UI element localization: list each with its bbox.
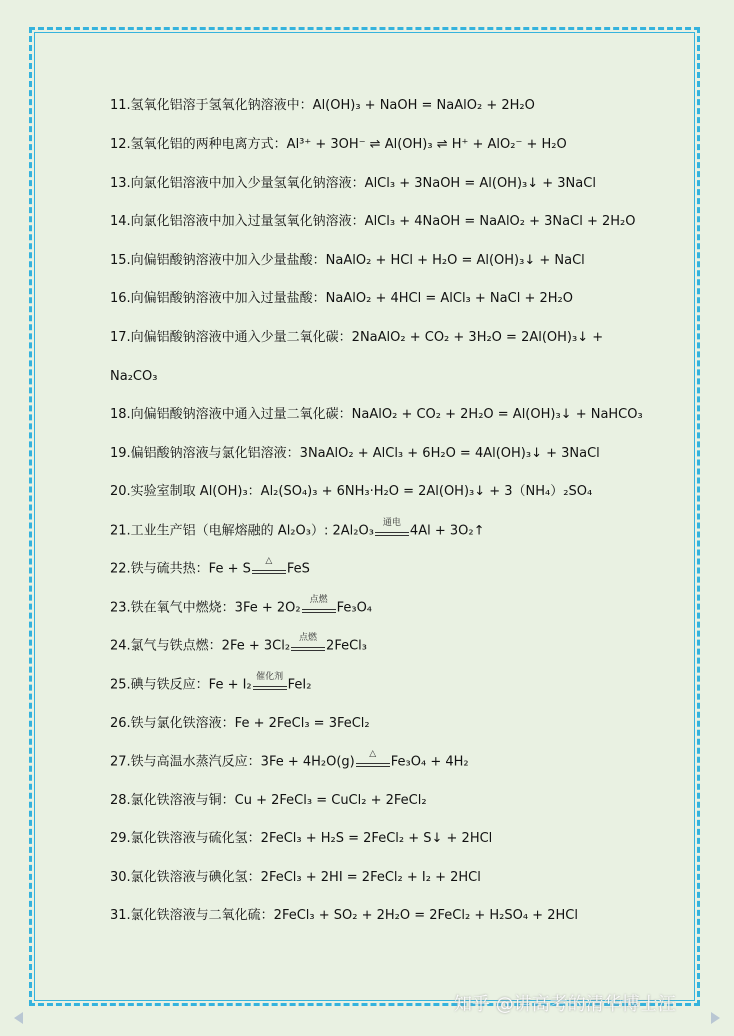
- equation-line-31: 31.氯化铁溶液与二氧化硫：2FeCl₃ + SO₂ + 2H₂O = 2FeCl₂ + H₂SO₄ + 2HCl: [110, 908, 578, 923]
- equation-line-27: [110, 749, 469, 772]
- equation-22-left: 22.铁与硫共热：Fe + S: [110, 561, 251, 577]
- equation-27-right: Fe₃O₄ + 4H₂: [390, 754, 469, 770]
- equation-23-right: Fe₃O₄: [336, 600, 373, 616]
- equation-line-12: [110, 136, 567, 154]
- equation-line-11: 11.氢氧化铝溶于氢氧化钠溶液中：Al(OH)₃ + NaOH = NaAlO₂ + 2H₂O: [110, 98, 535, 113]
- watermark-text: 知乎 @讲高考的清华博士汪: [454, 994, 676, 1015]
- equation-line-19: 19.偏铝酸钠溶液与氯化铝溶液：3NaAlO₂ + AlCl₃ + 6H₂O = 4Al(OH)₃↓ + 3NaCl: [110, 446, 600, 461]
- condition-label: 点燃: [299, 633, 318, 643]
- equation-23-left: 23.铁在氧气中燃烧：3Fe + 2O₂: [110, 600, 301, 616]
- equation-27-left: 27.铁与高温水蒸汽反应：3Fe + 4H₂O(g): [110, 754, 355, 770]
- equation-25-right: FeI₂: [287, 677, 312, 693]
- equation-24-right: 2FeCl₃: [326, 638, 367, 654]
- condition-label: 点燃: [309, 595, 328, 605]
- condition-label: 通电: [382, 518, 401, 528]
- equation-line-17: 17.向偏铝酸钠溶液中通入少量二氧化碳：2NaAlO₂ + CO₂ + 3H₂O = 2Al(OH)₃↓ +: [110, 330, 604, 345]
- equation-line-21: [110, 518, 485, 541]
- equation-line-22: [110, 556, 310, 579]
- equation-line-15: 15.向偏铝酸钠溶液中加入少量盐酸：NaAlO₂ + HCl + H₂O = Al(OH)₃↓ + NaCl: [110, 253, 585, 268]
- equation-line-18: 18.向偏铝酸钠溶液中通入过量二氧化碳：NaAlO₂ + CO₂ + 2H₂O = Al(OH)₃↓ + NaHCO₃: [110, 407, 643, 422]
- condition-label: △: [369, 749, 377, 759]
- equation-line-23: [110, 595, 373, 618]
- equation-line-14: 14.向氯化铝溶液中加入过量氢氧化钠溶液：AlCl₃ + 4NaOH = NaAlO₂ + 3NaCl + 2H₂O: [110, 214, 636, 229]
- reaction-condition-heat: [251, 556, 287, 578]
- equation-21-right: 4Al + 3O₂↑: [409, 523, 485, 539]
- equation-line-26: 26.铁与氯化铁溶液：Fe + 2FeCl₃ = 3FeCl₂: [110, 716, 370, 731]
- equation-line-24: [110, 633, 367, 656]
- reaction-condition-ignite: [301, 595, 337, 617]
- equation-line-25: [110, 672, 312, 695]
- equation-line-16: 16.向偏铝酸钠溶液中加入过量盐酸：NaAlO₂ + 4HCl = AlCl₃ + NaCl + 2H₂O: [110, 291, 573, 306]
- equation-22-right: FeS: [286, 561, 310, 577]
- equation-24-left: 24.氯气与铁点燃：2Fe + 3Cl₂: [110, 638, 291, 654]
- reaction-condition-heat: [355, 749, 391, 771]
- equation-line-17-cont: Na₂CO₃: [110, 369, 158, 384]
- prev-page-arrow-icon[interactable]: [14, 1012, 23, 1024]
- equation-line-13: 13.向氯化铝溶液中加入少量氢氧化钠溶液：AlCl₃ + 3NaOH = Al(OH)₃↓ + 3NaCl: [110, 176, 596, 191]
- equation-line-30: 30.氯化铁溶液与碘化氢：2FeCl₃ + 2HI = 2FeCl₂ + I₂ + 2HCl: [110, 870, 481, 885]
- equation-line-29: 29.氯化铁溶液与硫化氢：2FeCl₃ + H₂S = 2FeCl₂ + S↓ + 2HCl: [110, 831, 493, 846]
- reaction-condition-ignite: [290, 633, 326, 655]
- equation-line-20: 20.实验室制取 Al(OH)₃：Al₂(SO₄)₃ + 6NH₃·H₂O = 2Al(OH)₃↓ + 3（NH₄）₂SO₄: [110, 484, 593, 499]
- equation-12-text: 12.氢氧化铝的两种电离方式：Al³⁺ + 3OH⁻ ⇌ Al(OH)₃ ⇌ H⁺ + AlO₂⁻ + H₂O: [110, 137, 567, 152]
- reaction-condition-electrolysis: [374, 518, 410, 540]
- equation-25-left: 25.碘与铁反应：Fe + I₂: [110, 677, 252, 693]
- page-border: [29, 27, 700, 1006]
- equation-line-28: 28.氯化铁溶液与铜：Cu + 2FeCl₃ = CuCl₂ + 2FeCl₂: [110, 793, 427, 808]
- condition-label: △: [265, 556, 273, 566]
- reaction-condition-catalyst: [252, 672, 288, 694]
- condition-label: 催化剂: [256, 672, 284, 682]
- equation-21-left: 21.工业生产铝（电解熔融的 Al₂O₃）: 2Al₂O₃: [110, 523, 374, 539]
- next-page-arrow-icon[interactable]: [711, 1012, 720, 1024]
